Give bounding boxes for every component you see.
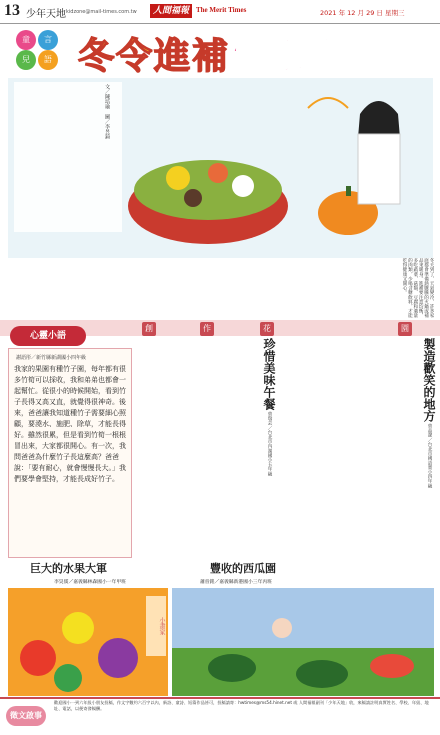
kids-column-badge <box>16 30 70 70</box>
badge-char: 言 <box>38 30 58 50</box>
essay-title: 珍惜美味午餐 <box>262 338 276 410</box>
illustration-art <box>8 78 433 258</box>
picture-author: 李昊儒／嘉義縣林森國小一年甲班 <box>54 580 126 585</box>
badge-char: 童 <box>16 30 36 50</box>
newspaper-logo: 人間福報 <box>150 4 192 18</box>
feature-title-part2: 健康吃 <box>230 36 345 77</box>
band-char: 作 <box>200 322 214 336</box>
section-name: 少年天地 <box>26 9 66 20</box>
left-author: 謝語彤／新竹縣新湖國小四年級 <box>16 355 87 361</box>
picture-author: 蕭晉銘／嘉義縣新港國小三年丙班 <box>200 580 272 585</box>
section-url: kidzone@mail-times.com.tw <box>66 9 137 15</box>
fruit-army-painting <box>8 588 168 696</box>
side-label: 小畫家 <box>146 596 166 656</box>
band-char: 園 <box>398 322 412 336</box>
page-number: 13 <box>4 2 20 19</box>
feature-title <box>78 28 344 79</box>
badge-char: 兒 <box>16 50 36 70</box>
issue-date: 2021 年 12 月 29 日 星期三 <box>320 9 405 17</box>
watermelon-painting <box>172 588 434 696</box>
feature-title-part1: 冬令進補 <box>78 36 231 77</box>
band-char: 花 <box>260 322 274 336</box>
band-char: 創 <box>142 322 156 336</box>
column-heading: 心靈小語 <box>10 326 86 346</box>
hotpot-illustration <box>8 78 433 258</box>
essay-title: 製造歡笑的地方 <box>422 338 436 422</box>
newspaper-logo-en: The Merit Times <box>196 6 247 14</box>
left-body: 我家的果園有種竹子園，每年都有很多竹筍可以採收，我和弟弟也都會一起幫忙。從很小的時候開始，看到竹子長得又高又直，就覺得很神奇。後來，爸爸讓我知道種竹子需要細心照顧，要澆水、施肥、除草，才能長得好。雖然很累，但是看到竹筍一根根冒出來，大家都很開心。有一次，我問爸爸為什麼竹子長這麼高？爸爸說：「要有耐心，就會慢慢長大。」我們要學會堅持，才能長成好竹子。 <box>14 365 126 483</box>
badge-char: 語 <box>38 50 58 70</box>
essay-author: 曾品潔／台北市國語實小四年級 <box>427 423 432 488</box>
feature-byline: 文／陳培瑜 圖／李昱錡 <box>104 84 110 139</box>
essay-lunch <box>142 338 278 553</box>
painting-art <box>172 588 434 696</box>
submission-notice: 歡迎國小一到六年級小朋友投稿，作文字數約六百字以內，新詩、童詩、短篇作品皆可，投稿請寄：hwtimes@ms54.hinet.net 或 人間福報副刊「少年天地」收，來稿請註明真實姓名、學校、年級、地址、電話，以便寄發稿酬。 <box>54 700 429 711</box>
feature-body: 冬天到了，天氣變冷，許多家庭都會準備熱騰騰的火鍋或補品來暖身。進補要注意均衡，多吃蔬菜、菇類、豆腐和適量的肉類，少喝含糖飲料，才能吃得健康又開心。 <box>401 258 434 318</box>
essay-laughter <box>284 338 438 553</box>
painting-art <box>8 588 168 696</box>
essay-author: 曾瑞芸／台北市內湖國小五年級 <box>267 411 272 476</box>
submission-badge: 徵文啟事 <box>6 706 46 726</box>
picture-title: 巨大的水果大軍 <box>30 562 107 575</box>
picture-title: 豐收的西瓜園 <box>210 562 276 575</box>
